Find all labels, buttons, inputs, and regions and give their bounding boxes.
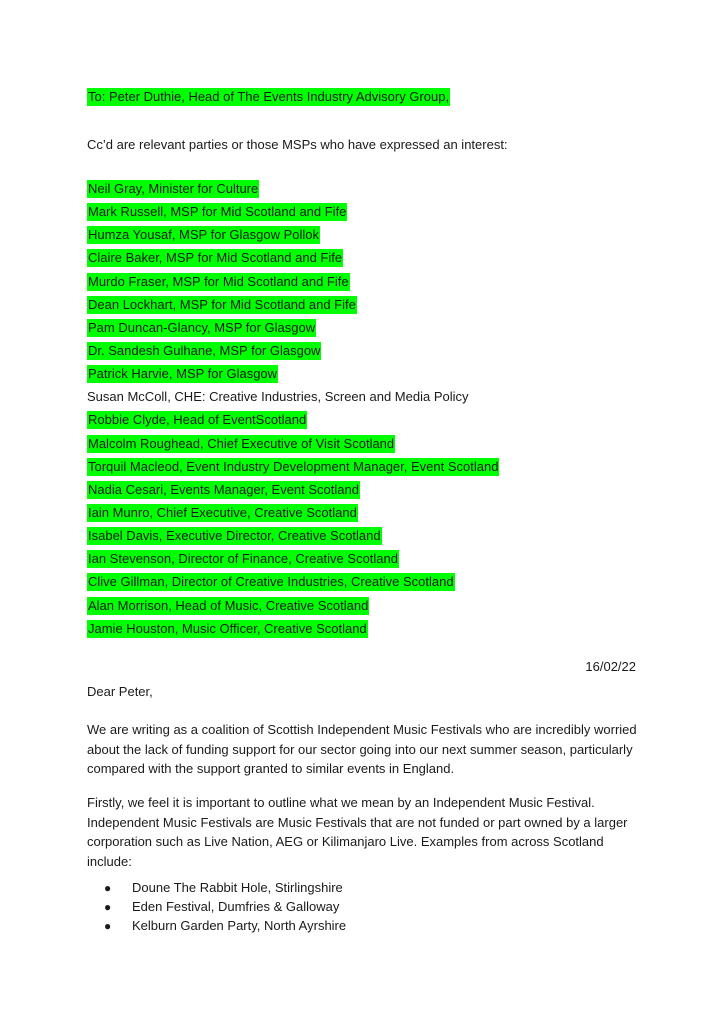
recipient-text: Clive Gillman, Director of Creative Industries, Creative Scotland (88, 574, 454, 590)
recipient-list (87, 181, 499, 644)
recipient-text: Dean Lockhart, MSP for Mid Scotland and Fife (88, 296, 356, 312)
to-line (87, 89, 450, 104)
recipient-text: Murdo Fraser, MSP for Mid Scotland and Fife (88, 273, 349, 289)
recipient-text: Dr. Sandesh Gulhane, MSP for Glasgow (88, 342, 321, 358)
recipient-text: Claire Baker, MSP for Mid Scotland and Fife (88, 250, 343, 266)
recipient-item (87, 459, 499, 482)
recipient-text: Alan Morrison, Head of Music, Creative Scotland (88, 597, 369, 613)
recipient-item (87, 436, 499, 459)
recipient-text: Isabel Davis, Executive Director, Creative Scotland (88, 528, 381, 544)
recipient-item (87, 528, 499, 551)
recipient-item (87, 343, 499, 366)
recipient-item (87, 505, 499, 528)
recipient-text: Humza Yousaf, MSP for Glasgow Pollok (88, 227, 319, 243)
to-line-text: To: Peter Duthie, Head of The Events Industry Advisory Group, (88, 89, 450, 104)
recipient-item (87, 204, 499, 227)
recipient-item (87, 482, 499, 505)
recipient-item (87, 621, 499, 644)
festival-item (104, 918, 346, 937)
recipient-text: Neil Gray, Minister for Culture (88, 181, 259, 196)
recipient-item (87, 227, 499, 250)
festival-text: Doune The Rabbit Hole, Stirlingshire (132, 880, 343, 895)
festival-item (104, 880, 346, 899)
recipient-item (87, 181, 499, 204)
bullet-icon: ● (104, 900, 112, 914)
recipient-item (87, 574, 499, 597)
greeting: Dear Peter, (87, 684, 153, 699)
recipient-text: Susan McColl, CHE: Creative Industries, Screen and Media Policy (87, 389, 469, 405)
paragraph-definition: Firstly, we feel it is important to outline what we mean by an Independent Music Festival. Independent Music Festivals are Music Festivals that are not funded or part owned by a larger corporation such as Live Nation, AEG or Kilimanjaro Live. Examples from across Scotland include: (87, 795, 628, 869)
recipient-text: Robbie Clyde, Head of EventScotland (88, 412, 307, 428)
festival-item (104, 899, 346, 918)
recipient-text: Mark Russell, MSP for Mid Scotland and Fife (88, 204, 347, 220)
recipient-text: Malcolm Roughead, Chief Executive of Visit Scotland (88, 435, 395, 451)
festival-text: Kelburn Garden Party, North Ayrshire (132, 918, 347, 933)
bullet-icon: ● (104, 919, 112, 933)
recipient-text: Jamie Houston, Music Officer, Creative Scotland (88, 620, 367, 636)
recipient-text: Pam Duncan-Glancy, MSP for Glasgow (88, 319, 316, 335)
recipient-item (87, 412, 499, 435)
recipient-item (87, 274, 499, 297)
cc-line: Cc’d are relevant parties or those MSPs who have expressed an interest: (87, 137, 508, 152)
recipient-item (87, 389, 499, 412)
recipient-item (87, 250, 499, 273)
letter-date: 16/02/22 (585, 659, 636, 674)
recipient-item (87, 366, 499, 389)
recipient-item (87, 551, 499, 574)
recipient-item (87, 320, 499, 343)
recipient-text: Patrick Harvie, MSP for Glasgow (88, 366, 278, 382)
recipient-text: Torquil Macleod, Event Industry Development Manager, Event Scotland (88, 458, 499, 474)
recipient-text: Ian Stevenson, Director of Finance, Creative Scotland (88, 551, 398, 567)
recipient-item (87, 598, 499, 621)
recipient-text: Iain Munro, Chief Executive, Creative Scotland (88, 504, 357, 520)
festival-text: Eden Festival, Dumfries & Galloway (132, 899, 340, 914)
recipient-text: Nadia Cesari, Events Manager, Event Scotland (88, 481, 359, 497)
recipient-item (87, 297, 499, 320)
bullet-icon: ● (104, 881, 112, 895)
paragraph-intro: We are writing as a coalition of Scottish Independent Music Festivals who are incredibly worried about the lack of funding support for our sector going into our next summer season, particularly compared with the support granted to similar events in England. (87, 722, 637, 776)
festival-list (104, 880, 346, 937)
